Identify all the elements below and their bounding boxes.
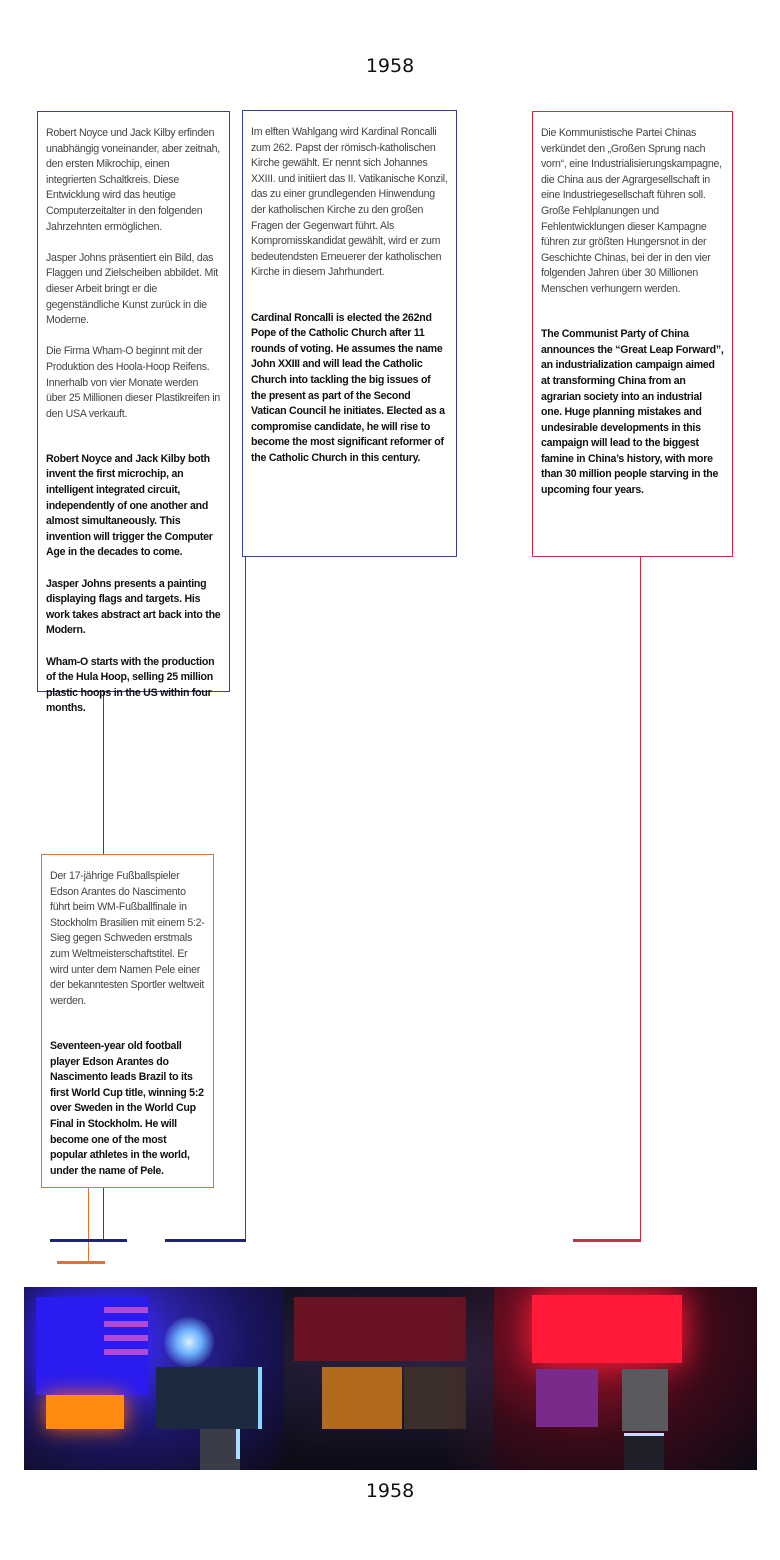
connector-middle — [245, 556, 246, 1240]
event-text-de: Jasper Johns präsentiert ein Bild, das Flaggen und Zielscheiben abbildet. Mit dieser Arbeit bringt er die gegenständliche Kunst zurück in die Moderne. — [46, 251, 218, 327]
event-text-en: Robert Noyce and Jack Kilby both invent the first microchip, an intelligent integrated circuit, independently of one another and almost simultaneously. This invention will trigger the Computer Age in the decades to come. — [46, 452, 213, 559]
event-text-en: Wham-O starts with the production of the Hula Hoop, selling 25 million plastic hoops in the US within four months. — [46, 655, 215, 715]
event-text-en: Seventeen-year old football player Edson Arantes do Nascimento leads Brazil to its first World Cup title, winning 5:2 over Sweden in the World Cup Final in Stockholm. He will become one of the most popular athletes in the world, under the name of Pele. — [50, 1039, 204, 1177]
abstract-light-artwork — [24, 1287, 757, 1470]
event-text-de: Die Kommunistische Partei Chinas verkündet den „Großen Sprung nach vorn“, eine Industrialisierungskampagne, die China aus der Agrargesellschaft in eine Industriegesellschaft führen soll. Große Fehlplanungen und Fehlentwicklungen dieser Kampagne führen zur größten Hungersnot in der Geschichte Chinas, bei der in den vier folgenden Jahren über 30 Millionen Menschen verhungern werden. — [541, 127, 722, 295]
event-box-middle — [242, 110, 457, 557]
connector-right — [640, 556, 641, 1240]
event-text-de: Der 17-jährige Fußballspieler Edson Arantes do Nascimento führt beim WM-Fußballfinale in Stockholm Brasilien mit einem 5:2-Sieg gegen Schweden erstmals zum Weltmeisterschaftstitel. Er wird unter dem Namen Pele einer der bekanntesten Sportler weltweit werden. — [50, 870, 205, 1007]
event-text-en: The Communist Party of China announces the “Great Leap Forward”, an industrialization campaign aimed at transforming China from an agrarian society into an industrial one. Huge planning mistakes and undesirable developments in this campaign will lead to the biggest famine in China’s history, with more than 30 million people starving in the upcoming four years. — [541, 328, 724, 497]
event-box-bottom-left — [41, 854, 214, 1188]
event-box-left — [37, 111, 230, 715]
event-text-de: Im elften Wahlgang wird Kardinal Roncalli zum 262. Papst der römisch-katholischen Kirche gewählt. Er nennt sich Johannes XXIII. und initiiert das II. Vatikanische Konzil, das zu einer grundlegenden Hinwendung der katholischen Kirche zu den großen Fragen der Gegenwart führt. Als Kompromisskandidat gewählt, wird er zum bedeutendsten Erneuerer der katholischen Kirche in diesem Jahrhundert. — [251, 126, 448, 279]
event-text-de: Robert Noyce und Jack Kilby erfinden unabhängig voneinander, aber zeitnah, den ersten Mikrochip, einen integrierten Schaltkreis. Diese Entwicklung wird das heutige Computerzeitalter in den folgenden Jahrzehnten ermöglichen. — [46, 127, 220, 233]
tick-mark-right — [573, 1239, 641, 1242]
tick-mark-middle — [165, 1239, 246, 1242]
event-text-en: Jasper Johns presents a painting displaying flags and targets. His work takes abstract art back into the Modern. — [46, 577, 221, 637]
tick-mark-left — [50, 1239, 127, 1242]
year-heading-top: 1958 — [365, 55, 415, 77]
year-heading-bottom: 1958 — [365, 1480, 415, 1502]
connector-bottom-left — [88, 1188, 89, 1262]
event-box-right — [532, 111, 733, 557]
tick-mark-orange — [57, 1261, 105, 1264]
event-text-en: Cardinal Roncalli is elected the 262nd Pope of the Catholic Church after 11 rounds of voting. He assumes the name John XXIII and will lead the Catholic Church into tackling the big issues of the present as part of the Second Vatican Council he initiates. Elected as a compromise candidate, he will rise to become the most significant reformer of the Catholic Church in this century. — [251, 311, 445, 464]
event-text-de: Die Firma Wham-O beginnt mit der Produktion des Hoola-Hoop Reifens. Innerhalb von vier Monate werden über 25 Millionen dieser Plastikreifen in den USA verkauft. — [46, 345, 221, 420]
